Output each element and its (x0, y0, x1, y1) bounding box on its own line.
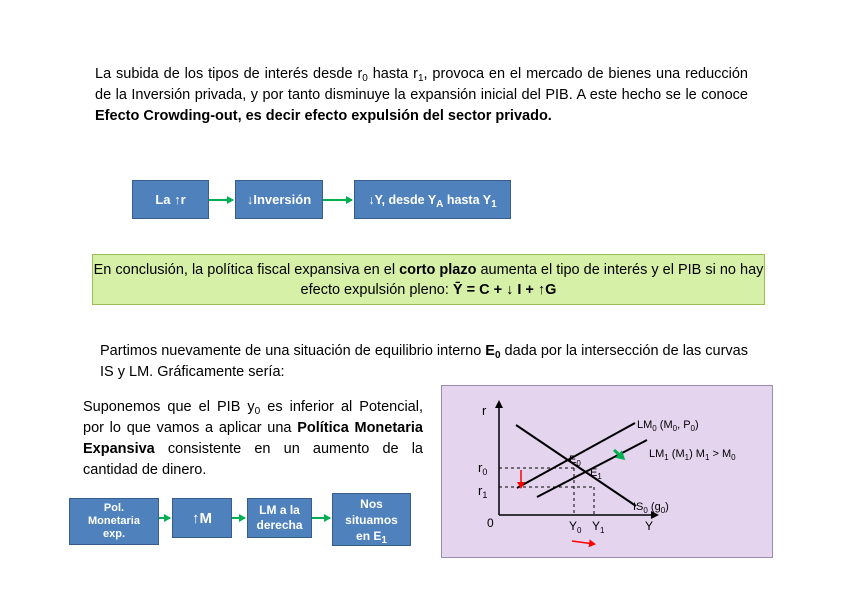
y0-label: $Y_0$ (569, 519, 582, 535)
is-lm-svg (442, 386, 772, 557)
origin-label: 0 (487, 516, 494, 530)
e1-label: $E_1$ (590, 467, 602, 481)
r1-label: $r_1$ (478, 483, 488, 500)
monetary-policy-paragraph: Suponemos que el PIB $y_0$ es inferior al Potencial, por lo que vamos a aplicar una Política Monetaria Expansiva consistente en un aumento de la cantidad de dinero. (83, 399, 423, 478)
flow-box-rise-r: La ↑r (132, 180, 209, 219)
flow-box-y-decrease: ↓Y, desde $Y_A$ hasta $Y_1$ (354, 180, 511, 219)
flow-box-lm-right: LM a la derecha (247, 498, 312, 538)
flow-box-rise-m: ↑M (172, 498, 232, 538)
r-axis-label: r (482, 403, 487, 418)
is-label: $IS_0$ $(g_0)$ (633, 501, 669, 515)
lm1-label: $LM_1$ $(M_1) M_1 > M_0$ (649, 448, 736, 462)
y-axis-label: Y (645, 519, 654, 533)
is-lm-graph (441, 385, 773, 558)
flow-box-monetary-policy: Pol. Monetaria exp. (69, 498, 159, 545)
equilibrium-paragraph: Partimos nuevamente de una situación de equilibrio interno $E_0$ dada por la intersección de las curvas IS y LM. Gráficamente sería: (100, 343, 748, 380)
flow-box-investment: ↓Inversión (235, 180, 323, 219)
flow-box-e1: Nos situamos en $E_1$ (332, 493, 411, 546)
y1-label: $Y_1$ (592, 519, 605, 535)
e0-label: $E_0$ (569, 454, 581, 468)
lm0-label: $LM_0$ ($M_0$, $P_0$) (637, 419, 699, 433)
conclusion-box: En conclusión, la política fiscal expansiva en el corto plazo aumenta el tipo de interés y el PIB si no hay efecto expulsión pleno: Ȳ = C + ↓ I + ↑G (92, 254, 765, 305)
r0-label: $r_0$ (478, 460, 488, 477)
crowding-out-paragraph: La subida de los tipos de interés desde $r_0$ hasta $r_1$, provoca en el mercado de bienes una reducción de la Inversión privada, y por tanto disminuye la expansión inicial del PIB. A este hecho se le conoce Efecto Crowding-out, es decir efecto expulsión del sector privado. (95, 66, 749, 124)
y-increase-arrow (572, 541, 594, 544)
